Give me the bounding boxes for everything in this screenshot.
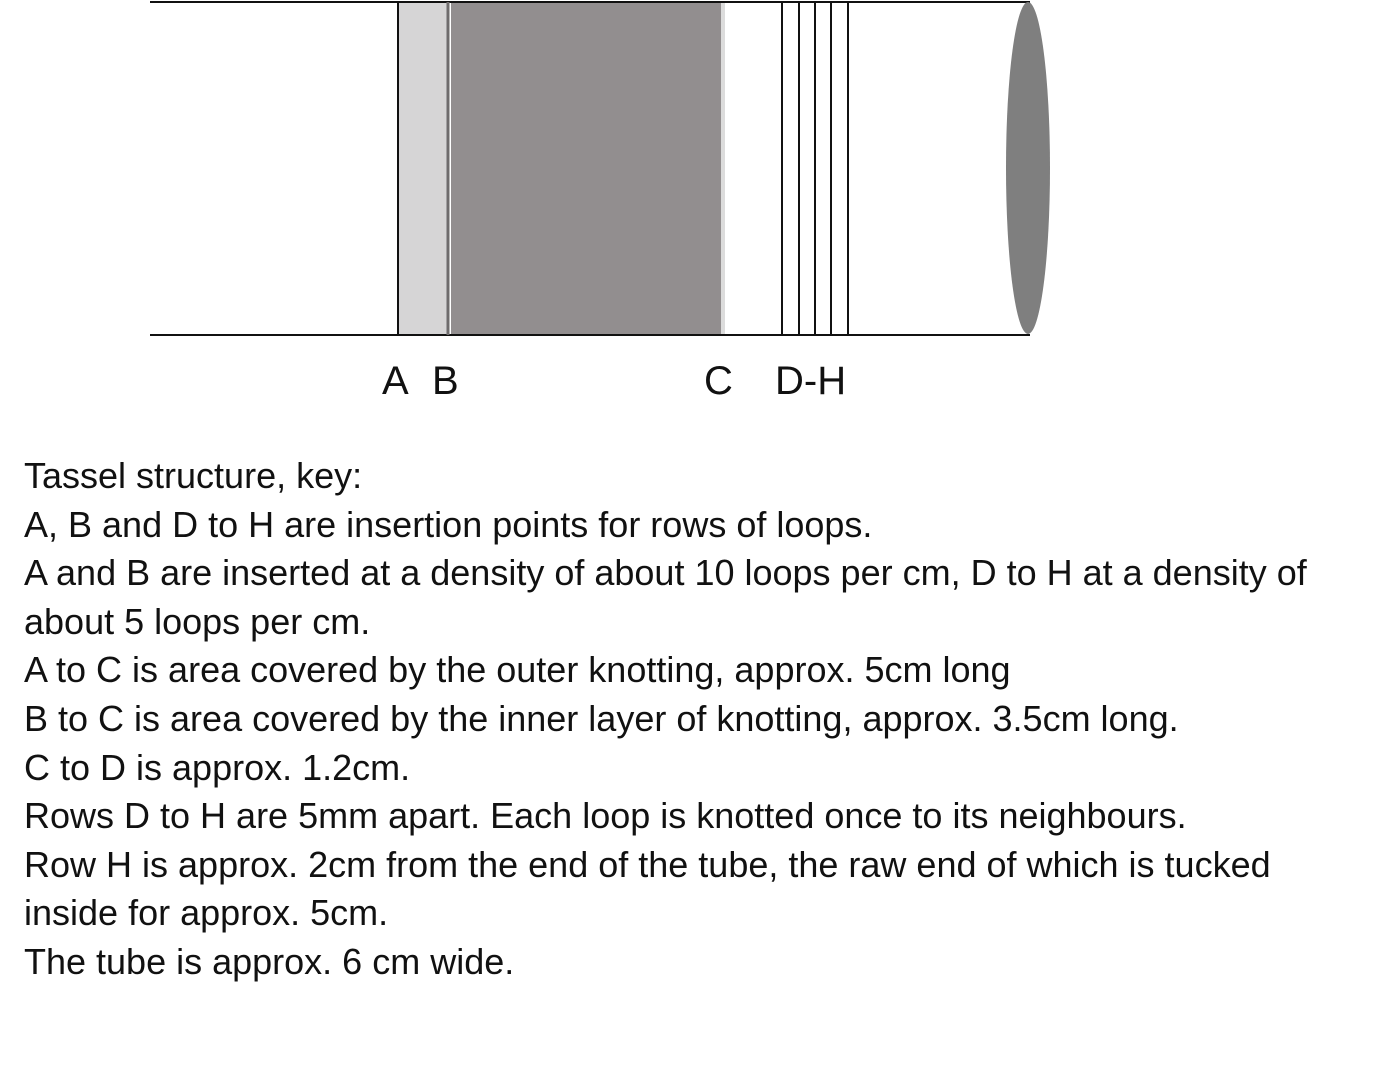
key-line-inner-knotting: B to C is area covered by the inner layer of knotting, approx. 3.5cm long.	[24, 697, 1179, 739]
tassel-structure-diagram	[0, 0, 1388, 420]
tube-end	[1006, 2, 1050, 334]
key-line-row-spacing: Rows D to H are 5mm apart. Each loop is knotted once to its neighbours.	[24, 795, 1187, 837]
key-line-outer-knotting: A to C is area covered by the outer knotting, approx. 5cm long	[24, 649, 1011, 691]
rows-d-to-h	[782, 2, 848, 335]
tassel-key	[24, 452, 1364, 987]
label-c: C	[704, 359, 733, 403]
label-d-h: D-H	[775, 359, 847, 403]
key-line-row-h: Row H is approx. 2cm from the end of the tube, the raw end of which is tucked inside for approx. 5cm.	[24, 843, 1271, 934]
label-b: B	[432, 359, 459, 403]
outer-knotting-band	[398, 2, 448, 335]
key-line-density: A and B are inserted at a density of about 10 loops per cm, D to H at a density of about 5 loops per cm.	[24, 552, 1307, 642]
key-line-c-to-d: C to D is approx. 1.2cm.	[24, 746, 411, 788]
label-a: A	[382, 359, 409, 403]
key-heading: Tassel structure, key:	[24, 455, 363, 496]
key-line-tube-width: The tube is approx. 6 cm wide.	[24, 940, 515, 982]
key-line-insertion-points: A, B and D to H are insertion points for rows of loops.	[24, 503, 873, 545]
inner-knotting-band	[451, 2, 721, 335]
outer-knotting-edge	[721, 2, 725, 335]
